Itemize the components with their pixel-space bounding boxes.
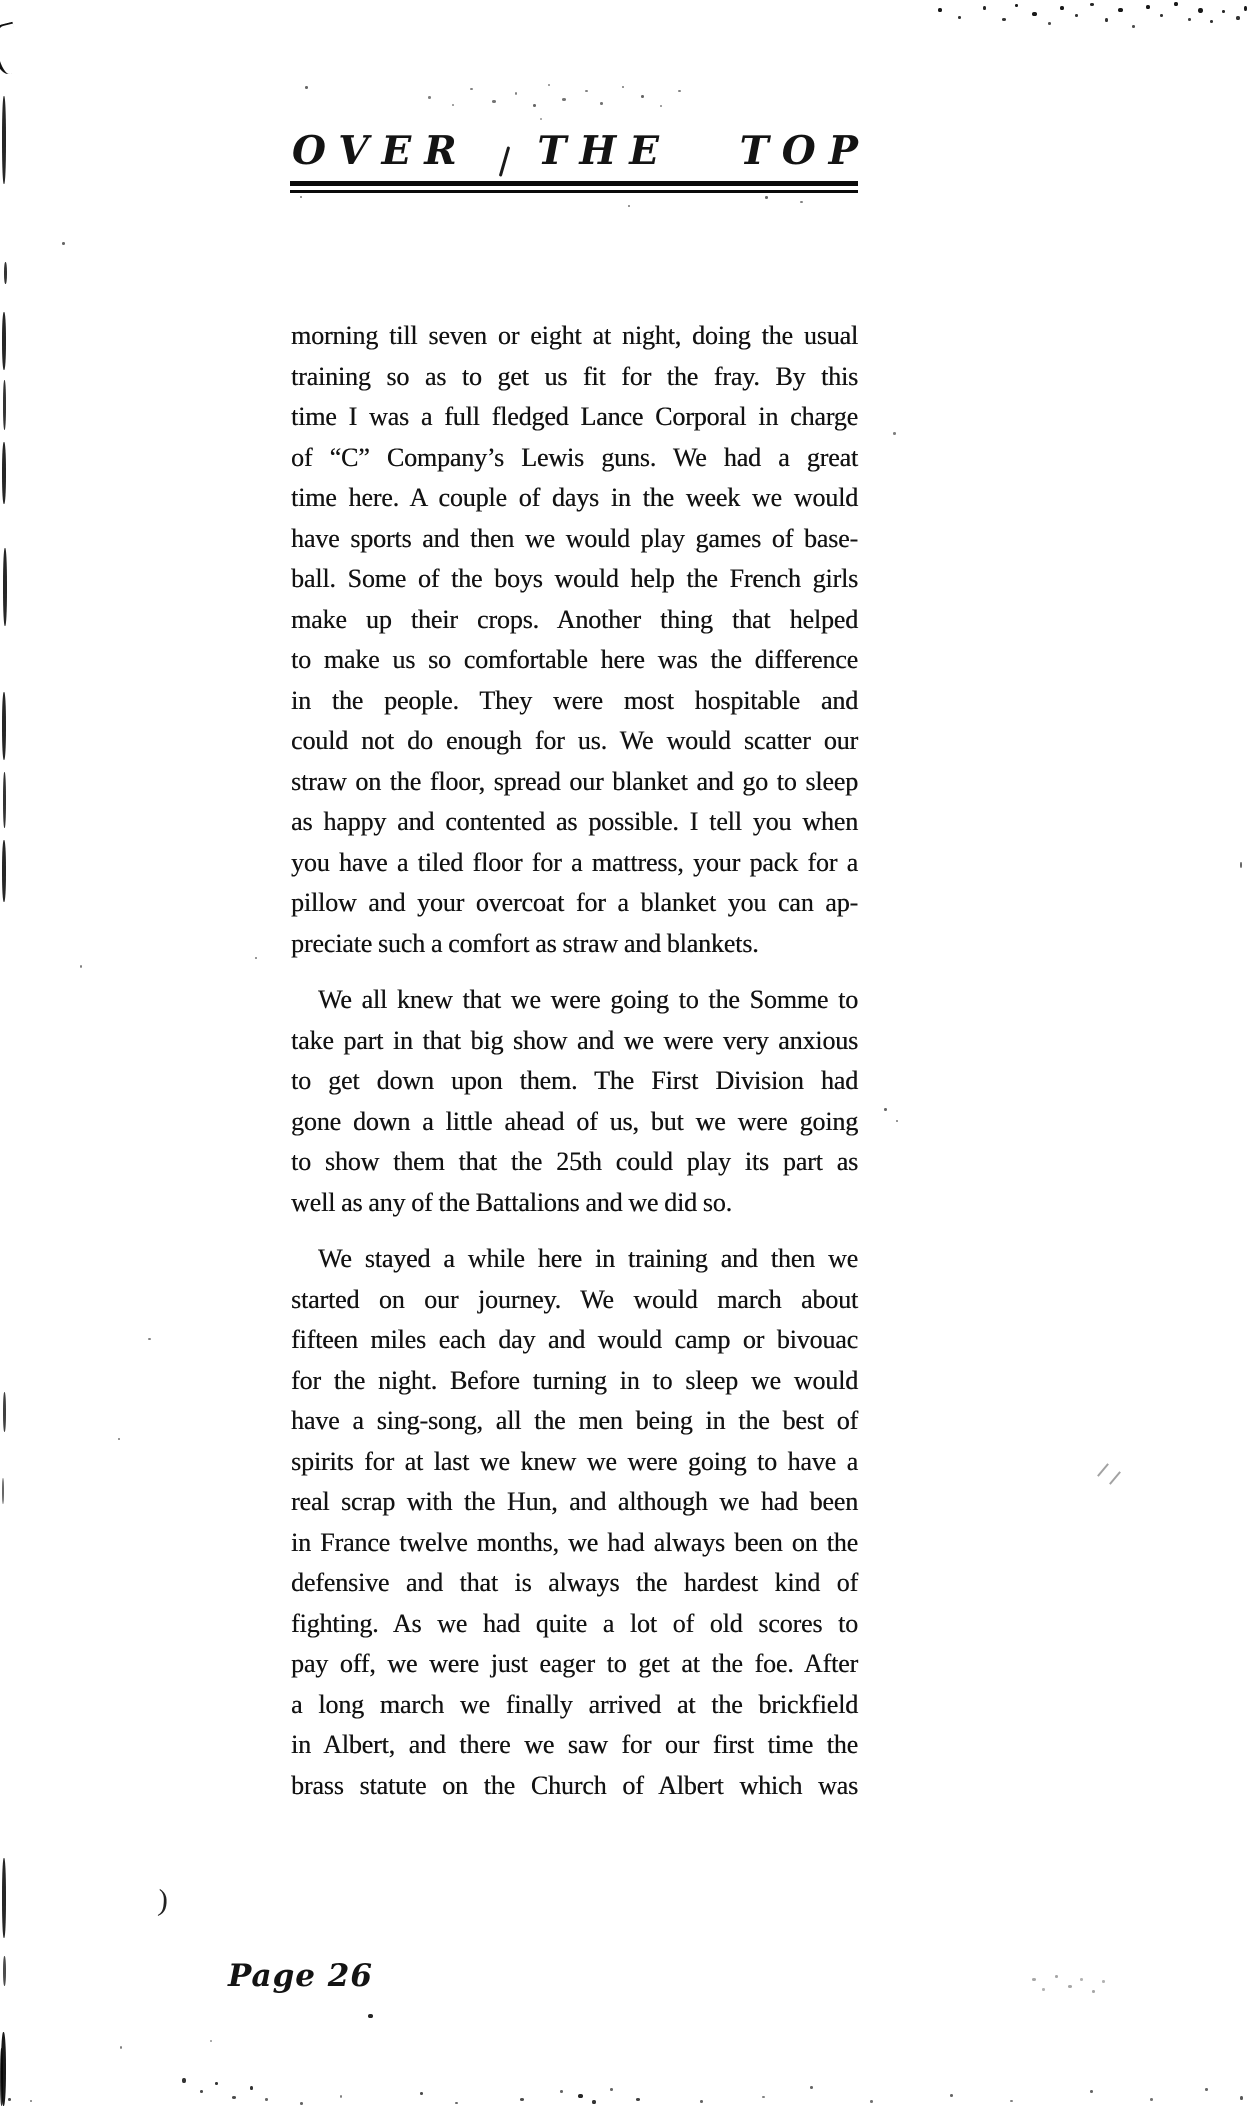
text-line: time I was a full fledged Lance Corporal in charge bbox=[291, 402, 858, 431]
scan-speck bbox=[3, 1392, 6, 1432]
scan-speck bbox=[1244, 6, 1247, 11]
text-line: you have a tiled floor for a mattress, your pack for a bbox=[291, 847, 858, 877]
scan-speck bbox=[1160, 14, 1163, 17]
scan-speck bbox=[428, 96, 431, 99]
header-word: OVER bbox=[292, 128, 470, 174]
scan-speck bbox=[120, 2046, 122, 2049]
scan-speck bbox=[265, 2098, 268, 2101]
scan-speck bbox=[983, 6, 986, 10]
stray-ink-mark bbox=[1109, 1471, 1121, 1485]
scan-speck bbox=[200, 2090, 203, 2093]
paragraph bbox=[291, 1239, 858, 1806]
scan-speck bbox=[1092, 1990, 1095, 1993]
scan-speck bbox=[1240, 862, 1242, 868]
scan-speck bbox=[622, 86, 624, 88]
scan-speck bbox=[562, 98, 566, 101]
scan-speck bbox=[215, 2082, 218, 2085]
scan-speck bbox=[3, 1956, 6, 1986]
scan-speck bbox=[1032, 12, 1037, 16]
scan-speck bbox=[340, 2095, 342, 2098]
scan-speck bbox=[1146, 5, 1150, 9]
text-line: straw on the floor, spread our blanket and go to sleep bbox=[291, 766, 858, 796]
stray-ink-mark bbox=[1097, 1463, 1109, 1477]
scan-speck bbox=[958, 16, 961, 19]
scan-speck bbox=[1048, 22, 1051, 25]
scan-speck bbox=[30, 2100, 32, 2102]
scan-speck bbox=[636, 2098, 640, 2101]
scan-speck bbox=[255, 957, 257, 959]
text-line: started on our journey. We would march about bbox=[291, 1284, 858, 1314]
scan-speck bbox=[765, 196, 768, 199]
scan-speck bbox=[1090, 3, 1094, 6]
scan-speck bbox=[300, 196, 302, 198]
text-line: fifteen miles each day and would camp or bivouac bbox=[291, 1325, 858, 1354]
scan-speck bbox=[678, 90, 681, 92]
scan-speck bbox=[533, 104, 536, 107]
scan-speck bbox=[3, 772, 6, 828]
scan-speck bbox=[3, 380, 6, 430]
scan-speck bbox=[492, 100, 496, 103]
scan-speck bbox=[870, 2100, 873, 2103]
scan-speck bbox=[80, 965, 82, 968]
scan-speck bbox=[452, 104, 454, 106]
scan-speck bbox=[2, 1478, 4, 1504]
header-word: THE bbox=[537, 128, 672, 174]
text-line: training so as to get us fit for the fray. By this bbox=[291, 361, 858, 391]
scan-speck bbox=[232, 2096, 236, 2099]
scan-speck bbox=[3, 548, 7, 626]
text-line: have sports and then we would play games of base- bbox=[291, 523, 858, 553]
scan-speck bbox=[1205, 2088, 1208, 2091]
scan-speck bbox=[1068, 1985, 1072, 1988]
scan-speck bbox=[540, 118, 542, 120]
text-line: gone down a little ahead of us, but we were going bbox=[291, 1106, 858, 1136]
scan-speck bbox=[1240, 2096, 1243, 2100]
scan-speck bbox=[560, 2090, 563, 2093]
text-line: make up their crops. Another thing that helped bbox=[291, 604, 858, 634]
text-line: pay off, we were just eager to get at the foe. After bbox=[291, 1649, 858, 1678]
scan-speck bbox=[368, 2014, 373, 2018]
scan-speck bbox=[641, 95, 644, 98]
scan-speck bbox=[1105, 18, 1108, 22]
text-line: for the night. Before turning in to sleep we would bbox=[291, 1365, 858, 1395]
stray-ink-mark: ) bbox=[156, 1883, 170, 1918]
page-body bbox=[291, 316, 858, 1806]
scan-speck bbox=[893, 432, 896, 435]
text-line: ball. Some of the boys would help the French girls bbox=[291, 564, 858, 593]
scan-speck bbox=[515, 92, 517, 95]
scan-speck bbox=[1198, 8, 1203, 13]
scan-speck bbox=[800, 201, 803, 203]
scan-speck bbox=[4, 262, 7, 284]
text-line: in the people. They were most hospitable and bbox=[291, 685, 858, 715]
scan-speck bbox=[300, 2102, 303, 2105]
scan-speck bbox=[2, 692, 6, 760]
scan-speck bbox=[1055, 1975, 1058, 1978]
scan-speck bbox=[1174, 2, 1178, 6]
scan-speck bbox=[1075, 14, 1078, 17]
text-line: in France twelve months, we had always been on the bbox=[291, 1527, 858, 1557]
scan-speck bbox=[1002, 18, 1006, 21]
scan-speck bbox=[0, 2048, 3, 2106]
text-line: brass statute on the Church of Albert which was bbox=[291, 1770, 858, 1800]
header-word: TOP bbox=[739, 128, 871, 174]
scan-speck bbox=[118, 1438, 120, 1440]
scan-speck bbox=[2, 96, 6, 184]
scan-speck bbox=[2, 312, 6, 370]
scan-speck bbox=[610, 2088, 613, 2091]
binding-curve-mark bbox=[0, 22, 25, 77]
text-line: a long march we finally arrived at the brickfield bbox=[291, 1689, 858, 1719]
scan-speck bbox=[2, 442, 6, 504]
scan-speck bbox=[1102, 1980, 1105, 1983]
scan-speck bbox=[455, 2102, 458, 2104]
scan-speck bbox=[1015, 4, 1018, 7]
text-line: preciate such a comfort as straw and blankets. bbox=[291, 928, 759, 958]
scan-speck bbox=[578, 2094, 583, 2098]
scan-speck bbox=[1042, 1988, 1045, 1991]
scan-speck bbox=[1118, 8, 1123, 12]
scan-speck bbox=[1188, 18, 1191, 21]
scan-speck bbox=[810, 2086, 813, 2089]
scan-speck bbox=[148, 1338, 151, 1340]
scan-speck bbox=[1210, 20, 1213, 23]
paragraph bbox=[291, 980, 858, 1223]
scan-speck bbox=[182, 2078, 186, 2083]
scan-speck bbox=[1090, 2090, 1093, 2093]
scan-speck bbox=[2, 840, 6, 902]
scan-speck bbox=[1060, 6, 1064, 10]
scan-speck bbox=[585, 90, 588, 92]
scan-speck bbox=[1150, 2098, 1153, 2101]
scan-speck bbox=[548, 84, 550, 86]
scan-speck bbox=[305, 86, 308, 89]
scan-speck bbox=[62, 242, 65, 245]
scan-speck bbox=[600, 102, 603, 105]
scan-speck bbox=[1132, 25, 1135, 28]
text-line: take part in that big show and we were very anxious bbox=[291, 1025, 858, 1055]
scan-speck bbox=[700, 2100, 703, 2103]
scan-speck bbox=[1010, 2100, 1013, 2102]
scan-speck bbox=[250, 2086, 253, 2090]
text-line: time here. A couple of days in the week we would bbox=[291, 483, 858, 512]
text-line: We all knew that we were going to the Somme to bbox=[318, 985, 858, 1014]
running-header bbox=[292, 128, 871, 174]
text-line: could not do enough for us. We would scatter our bbox=[291, 726, 858, 755]
text-line: to make us so comfortable here was the difference bbox=[291, 645, 858, 674]
text-line: We stayed a while here in training and then we bbox=[318, 1244, 858, 1273]
scan-speck bbox=[592, 2100, 596, 2104]
scan-speck bbox=[660, 105, 662, 107]
text-line: have a sing-song, all the men being in the best of bbox=[291, 1406, 858, 1435]
text-line: of “C” Company’s Lewis guns. We had a great bbox=[291, 442, 858, 472]
text-line: in Albert, and there we saw for our first time the bbox=[291, 1730, 858, 1759]
text-line: spirits for at last we knew we were going to have a bbox=[291, 1446, 858, 1476]
scan-speck bbox=[2, 1858, 6, 1938]
scan-speck bbox=[884, 1108, 887, 1111]
scan-speck bbox=[1236, 16, 1240, 20]
scan-speck bbox=[762, 2096, 765, 2098]
header-rule-bottom bbox=[290, 190, 858, 193]
text-line: fighting. As we had quite a lot of old scores to bbox=[291, 1608, 858, 1638]
scan-speck bbox=[896, 1120, 898, 1122]
scan-speck bbox=[520, 2098, 524, 2101]
scan-speck bbox=[8, 2098, 11, 2101]
text-line: well as any of the Battalions and we did so. bbox=[291, 1187, 732, 1217]
header-rule-top bbox=[290, 181, 858, 186]
text-line: defensive and that is always the hardest kind of bbox=[291, 1568, 858, 1597]
scan-speck bbox=[1032, 1978, 1036, 1981]
text-line: as happy and contented as possible. I tell you when bbox=[291, 807, 858, 836]
text-line: morning till seven or eight at night, doing the usual bbox=[291, 321, 858, 350]
scan-speck bbox=[1222, 10, 1225, 13]
text-line: pillow and your overcoat for a blanket you can ap- bbox=[291, 888, 858, 917]
text-line: to get down upon them. The First Division had bbox=[291, 1066, 858, 1095]
scan-speck bbox=[210, 2040, 212, 2042]
scan-speck bbox=[938, 8, 942, 12]
text-line: to show them that the 25th could play its part as bbox=[291, 1147, 858, 1176]
scan-speck bbox=[950, 2094, 953, 2097]
page-number: Page 26 bbox=[228, 1958, 373, 1994]
text-line: real scrap with the Hun, and although we had been bbox=[291, 1487, 858, 1516]
scan-speck bbox=[628, 205, 630, 207]
scan-speck bbox=[1, 2032, 6, 2106]
scan-speck bbox=[1080, 1978, 1083, 1981]
paragraph bbox=[291, 316, 858, 964]
scan-speck bbox=[470, 88, 473, 90]
scan-speck bbox=[420, 2092, 423, 2095]
